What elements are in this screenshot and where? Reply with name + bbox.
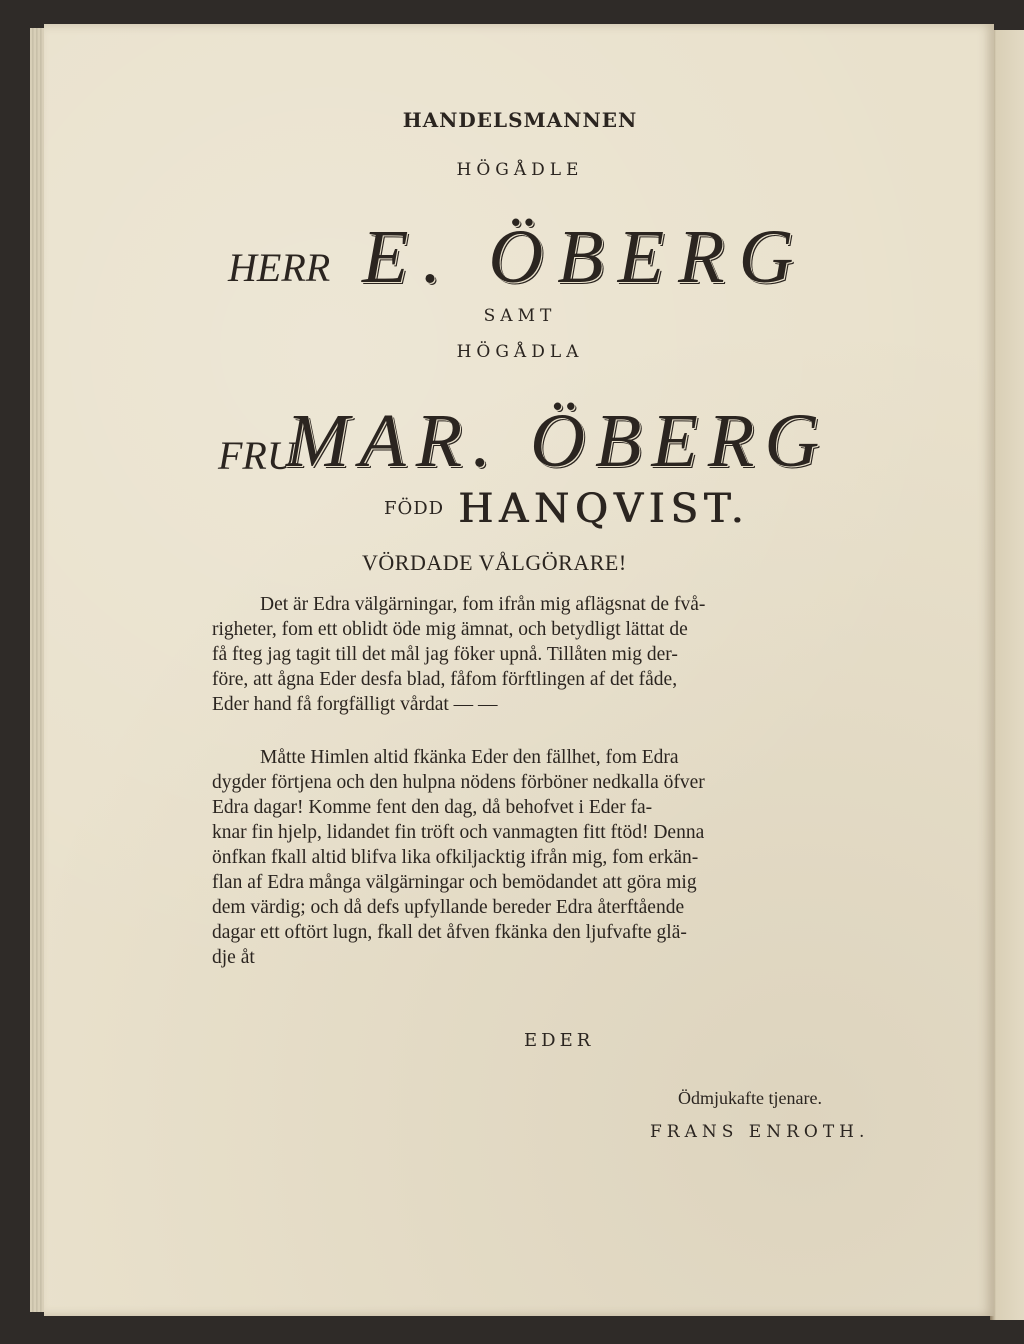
paragraph-line: dygder förtjena och den hulpna nödens förböner nedkalla öfver [212, 772, 705, 793]
herr-name-ornamental: E. ÖBERG [362, 215, 808, 299]
dedication-title: HANDELSMANNEN [402, 108, 638, 132]
closing-phrase: Ödmjukafte tjenare. [678, 1088, 822, 1108]
salutation: VÖRDADE VÅLGÖRARE! [362, 550, 627, 575]
dedication-paragraph-2 [212, 745, 932, 970]
samt-conjunction: SAMT [483, 306, 557, 326]
honorific-hogadle: HÖGÅDLE [456, 160, 584, 180]
paragraph-line: Det är Edra välgärningar, fom ifrån mig aflägsnat de fvå- [260, 594, 706, 615]
dedication-paragraph-1 [212, 592, 932, 717]
paragraph-line: dje åt [212, 947, 255, 968]
paragraph-line: Måtte Himlen altid fkänka Eder den fällhet, fom Edra [260, 747, 679, 768]
signature-name: FRANS ENROTH. [650, 1122, 870, 1142]
paragraph-line: Eder hand få forgfälligt vårdat — — [212, 694, 498, 715]
paragraph-line: dem värdig; och då defs upfyllande bereder Edra återftående [212, 897, 685, 918]
honorific-hogadla: HÖGÅDLA [456, 342, 584, 362]
paragraph-line: flan af Edra många välgärningar och bemödandet att göra mig [212, 872, 697, 893]
paragraph-line: få fteg jag tagit till det mål jag föker upnå. Tillåten mig der- [212, 644, 678, 665]
herr-label: HERR [228, 245, 331, 290]
paragraph-line: righeter, fom ett oblidt öde mig ämnat, och betydligt lättat de [212, 619, 688, 640]
signature-eder: EDER [524, 1030, 595, 1051]
fru-name-ornamental: MAR. ÖBERG [286, 399, 830, 483]
paragraph-line: knar fin hjelp, lidandet fin tröft och vanmagten fitt ftöd! Denna [212, 822, 705, 843]
fodd-label: FÖDD [384, 498, 445, 519]
adjacent-page-edge [990, 30, 1024, 1320]
paragraph-line: önfkan fkall altid blifva lika ofkiljacktig ifrån mig, fom erkän- [212, 847, 699, 868]
maiden-name-ornamental: HANQVIST. [458, 486, 750, 532]
paragraph-line: Edra dagar! Komme fent den dag, då behofvet i Eder fa- [212, 797, 653, 818]
paragraph-line: dagar ett oftört lugn, fkall det åfven fkänka den ljufvafte glä- [212, 922, 687, 943]
paragraph-line: före, att ågna Eder desfa blad, fåfom förftlingen af det fåde, [212, 669, 678, 690]
fru-label: FRU [218, 433, 296, 478]
